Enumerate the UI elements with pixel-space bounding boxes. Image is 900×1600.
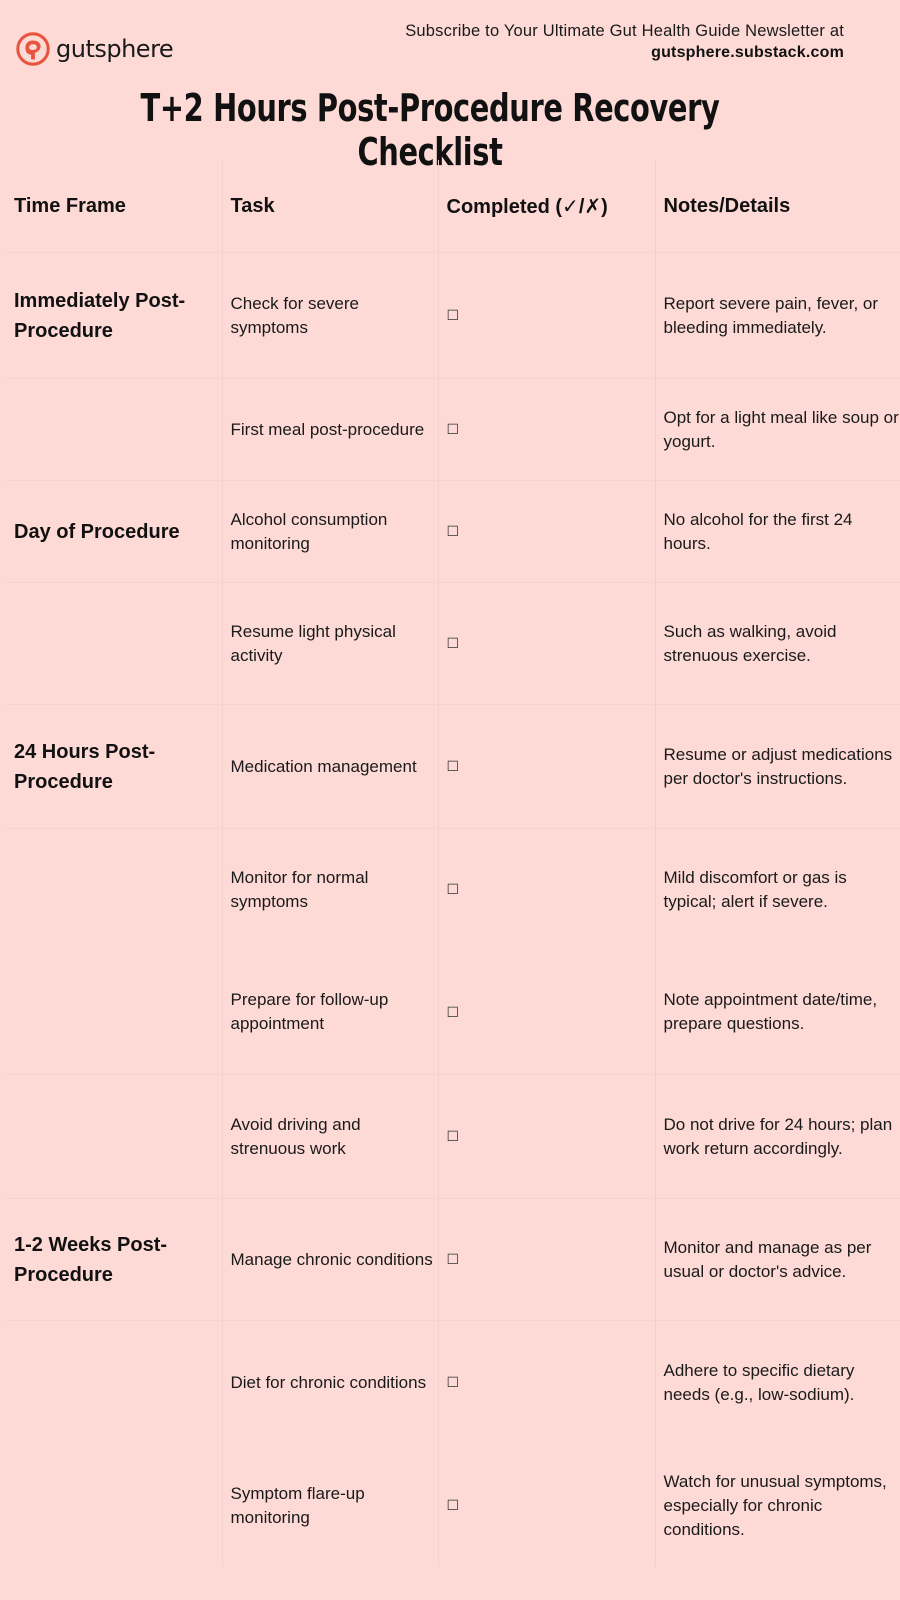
table-row xyxy=(6,829,900,951)
task-cell: Monitor for normal symptoms xyxy=(222,829,438,951)
table-row xyxy=(6,1075,900,1199)
notes-cell: No alcohol for the first 24 hours. xyxy=(655,481,900,583)
completed-checkbox[interactable]: ☐ xyxy=(438,1075,655,1199)
time-frame-cell: Day of Procedure xyxy=(6,481,222,583)
notes-cell: Such as walking, avoid strenuous exercise. xyxy=(655,583,900,705)
completed-checkbox[interactable]: ☐ xyxy=(438,379,655,481)
time-frame-cell: 1-2 Weeks Post-Procedure xyxy=(6,1199,222,1321)
task-cell: Avoid driving and strenuous work xyxy=(222,1075,438,1199)
header xyxy=(0,0,900,90)
table-header-row xyxy=(6,160,900,253)
completed-checkbox[interactable]: ☐ xyxy=(438,583,655,705)
time-frame-cell xyxy=(6,1321,222,1445)
notes-cell: Resume or adjust medications per doctor's instructions. xyxy=(655,705,900,829)
completed-checkbox[interactable]: ☐ xyxy=(438,1199,655,1321)
time-frame-cell: Immediately Post-Procedure xyxy=(6,253,222,379)
subscribe-banner xyxy=(405,22,844,62)
time-frame-cell: 24 Hours Post-Procedure xyxy=(6,705,222,829)
notes-cell: Adhere to specific dietary needs (e.g., low-sodium). xyxy=(655,1321,900,1445)
brand-logo[interactable] xyxy=(14,30,173,68)
notes-cell: Monitor and manage as per usual or doctor's advice. xyxy=(655,1199,900,1321)
completed-checkbox[interactable]: ☐ xyxy=(438,705,655,829)
time-frame-cell xyxy=(6,1445,222,1567)
completed-checkbox[interactable]: ☐ xyxy=(438,951,655,1075)
time-frame-cell xyxy=(6,1075,222,1199)
recovery-checklist-table xyxy=(6,160,900,1567)
task-cell: First meal post-procedure xyxy=(222,379,438,481)
completed-checkbox[interactable]: ☐ xyxy=(438,829,655,951)
header-completed: Completed (✓/✗) xyxy=(438,160,655,253)
table-row xyxy=(6,253,900,379)
brand-name: gutsphere xyxy=(56,35,174,63)
table-row xyxy=(6,1199,900,1321)
task-cell: Check for severe symptoms xyxy=(222,253,438,379)
table-row xyxy=(6,1321,900,1445)
task-cell: Prepare for follow-up appointment xyxy=(222,951,438,1075)
header-notes: Notes/Details xyxy=(655,160,900,253)
newsletter-link[interactable]: gutsphere.substack.com xyxy=(651,44,844,61)
time-frame-cell xyxy=(6,379,222,481)
task-cell: Symptom flare-up monitoring xyxy=(222,1445,438,1567)
table-row xyxy=(6,705,900,829)
gutsphere-logo-icon xyxy=(14,30,52,68)
notes-cell: Report severe pain, fever, or bleeding immediately. xyxy=(655,253,900,379)
time-frame-cell xyxy=(6,583,222,705)
task-cell: Manage chronic conditions xyxy=(222,1199,438,1321)
completed-checkbox[interactable]: ☐ xyxy=(438,1321,655,1445)
completed-checkbox[interactable]: ☐ xyxy=(438,1445,655,1567)
completed-checkbox[interactable]: ☐ xyxy=(438,481,655,583)
notes-cell: Mild discomfort or gas is typical; alert if severe. xyxy=(655,829,900,951)
table-row xyxy=(6,379,900,481)
notes-cell: Watch for unusual symptoms, especially for chronic conditions. xyxy=(655,1445,900,1567)
page-title: T+2 Hours Post-Procedure Recovery Checklist xyxy=(140,86,720,174)
task-cell: Alcohol consumption monitoring xyxy=(222,481,438,583)
notes-cell: Do not drive for 24 hours; plan work return accordingly. xyxy=(655,1075,900,1199)
table-row xyxy=(6,481,900,583)
notes-cell: Opt for a light meal like soup or yogurt. xyxy=(655,379,900,481)
table-row xyxy=(6,951,900,1075)
completed-checkbox[interactable]: ☐ xyxy=(438,253,655,379)
time-frame-cell xyxy=(6,829,222,951)
task-cell: Resume light physical activity xyxy=(222,583,438,705)
subscribe-text: Subscribe to Your Ultimate Gut Health Guide Newsletter at xyxy=(405,22,844,40)
header-time-frame: Time Frame xyxy=(6,160,222,253)
header-task: Task xyxy=(222,160,438,253)
table-row xyxy=(6,1445,900,1567)
task-cell: Diet for chronic conditions xyxy=(222,1321,438,1445)
time-frame-cell xyxy=(6,951,222,1075)
notes-cell: Note appointment date/time, prepare questions. xyxy=(655,951,900,1075)
task-cell: Medication management xyxy=(222,705,438,829)
table-row xyxy=(6,583,900,705)
